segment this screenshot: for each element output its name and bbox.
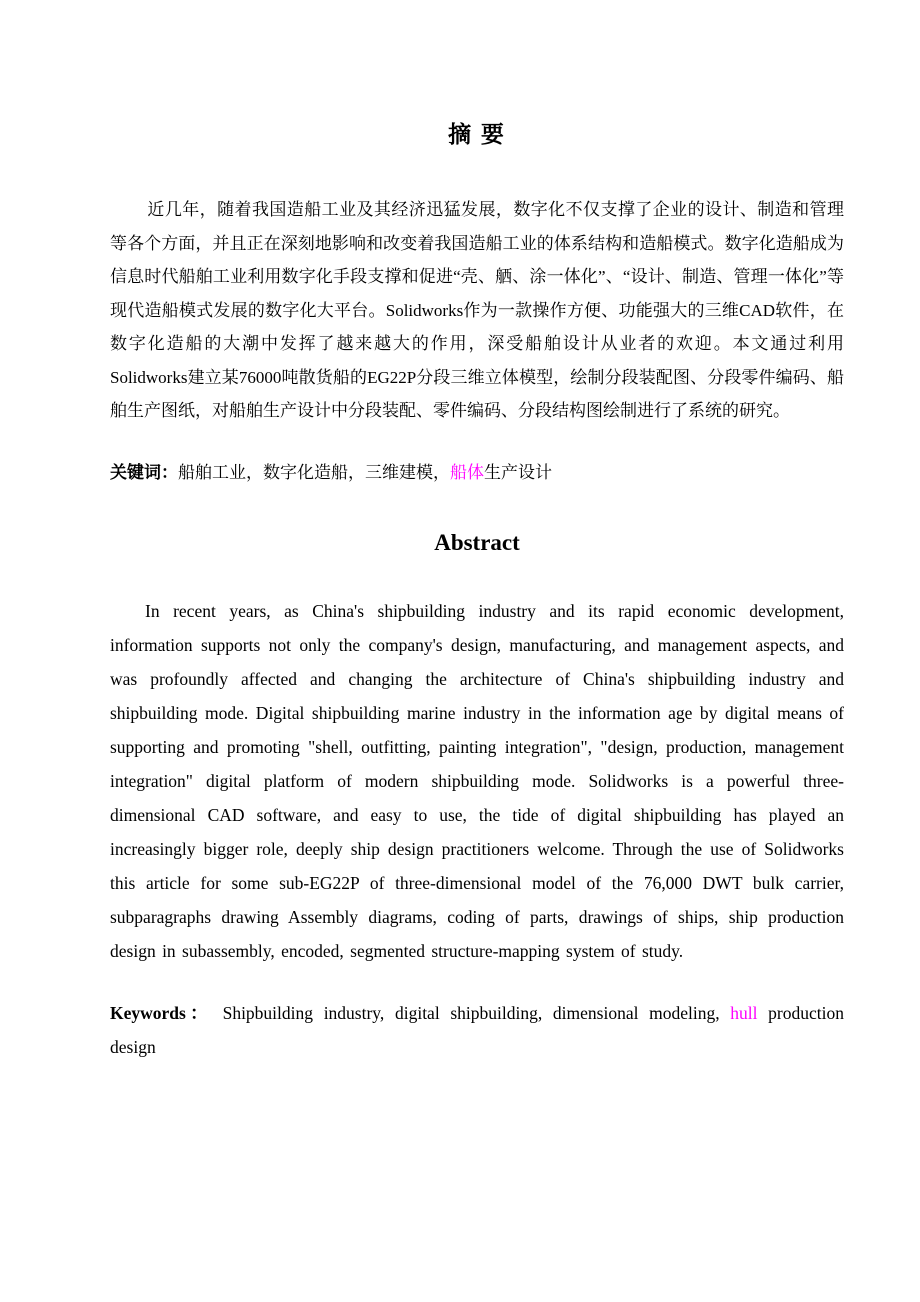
english-keywords-label: Keywords	[110, 1002, 186, 1023]
chinese-abstract-paragraph	[110, 193, 844, 428]
english-keywords-text-after: production design	[110, 1002, 845, 1057]
english-keywords-highlighted-term: hull	[730, 1002, 758, 1023]
chinese-keywords-colon: ：	[161, 462, 178, 482]
chinese-keywords-text: 船舶工业，数字化造船，三维建模，	[178, 462, 450, 482]
english-keywords-text: Shipbuilding industry, digital shipbuilding, dimensional modeling,	[211, 1002, 731, 1023]
chinese-abstract-text: 近几年，随着我国造船工业及其经济迅猛发展，数字化不仅支撑了企业的设计、制造和管理等各个方面，并且正在深刻地影响和改变着我国造船工业的体系结构和造船模式。数字化造船成为信息时代船舶工业利用数字化手段支撑和促进“壳、舾、涂一体化”、“设计、制造、管理一体化”等现代造船模式发展的数字化大平台。Solidworks作为一款操作方便、功能强大的三维CAD软件，在数字化造船的大潮中发挥了越来越大的作用，深受船舶设计从业者的欢迎。本文通过利用Solidworks建立某76000吨散货船的EG22P分段三维立体模型，绘制分段装配图、分段零件编码、船舶生产图纸，对船舶生产设计中分段装配、零件编码、分段结构图绘制进行了系统的研究。	[110, 200, 844, 420]
chinese-keywords-label: 关键词	[110, 462, 161, 482]
chinese-keywords-line	[110, 458, 844, 488]
chinese-keywords-highlighted-term: 船体	[450, 462, 484, 482]
chinese-abstract-title: 摘 要	[448, 122, 506, 147]
english-abstract-text: In recent years, as China's shipbuilding industry and its rapid economic development, information supports not only the company's design, manufacturing, and management aspects, and was profoundly affected and changing the architecture of China's shipbuilding industry and shipbuilding mode. Digital shipbuilding marine industry in the information age by digital means of supporting and promoting "shell, outfitting, painting integration", "design, production, management integration" digital platform of modern shipbuilding mode. Solidworks is a powerful three-dimensional CAD software, and easy to use, the tide of digital shipbuilding has played an increasingly bigger role, deeply ship design practitioners welcome. Through the use of Solidworks this article for some sub-EG22P of three-dimensional model of the 76,000 DWT bulk carrier, subparagraphs drawing Assembly diagrams, coding of parts, drawings of ships, ship production design in subassembly, encoded, segmented structure-mapping system of study.	[110, 600, 844, 961]
chinese-keywords-text-after: 生产设计	[484, 462, 552, 482]
english-abstract-title: Abstract	[434, 529, 520, 555]
english-abstract-paragraph	[110, 594, 844, 968]
english-keywords-colon: ：	[185, 1002, 212, 1023]
english-keywords-line	[110, 996, 844, 1064]
